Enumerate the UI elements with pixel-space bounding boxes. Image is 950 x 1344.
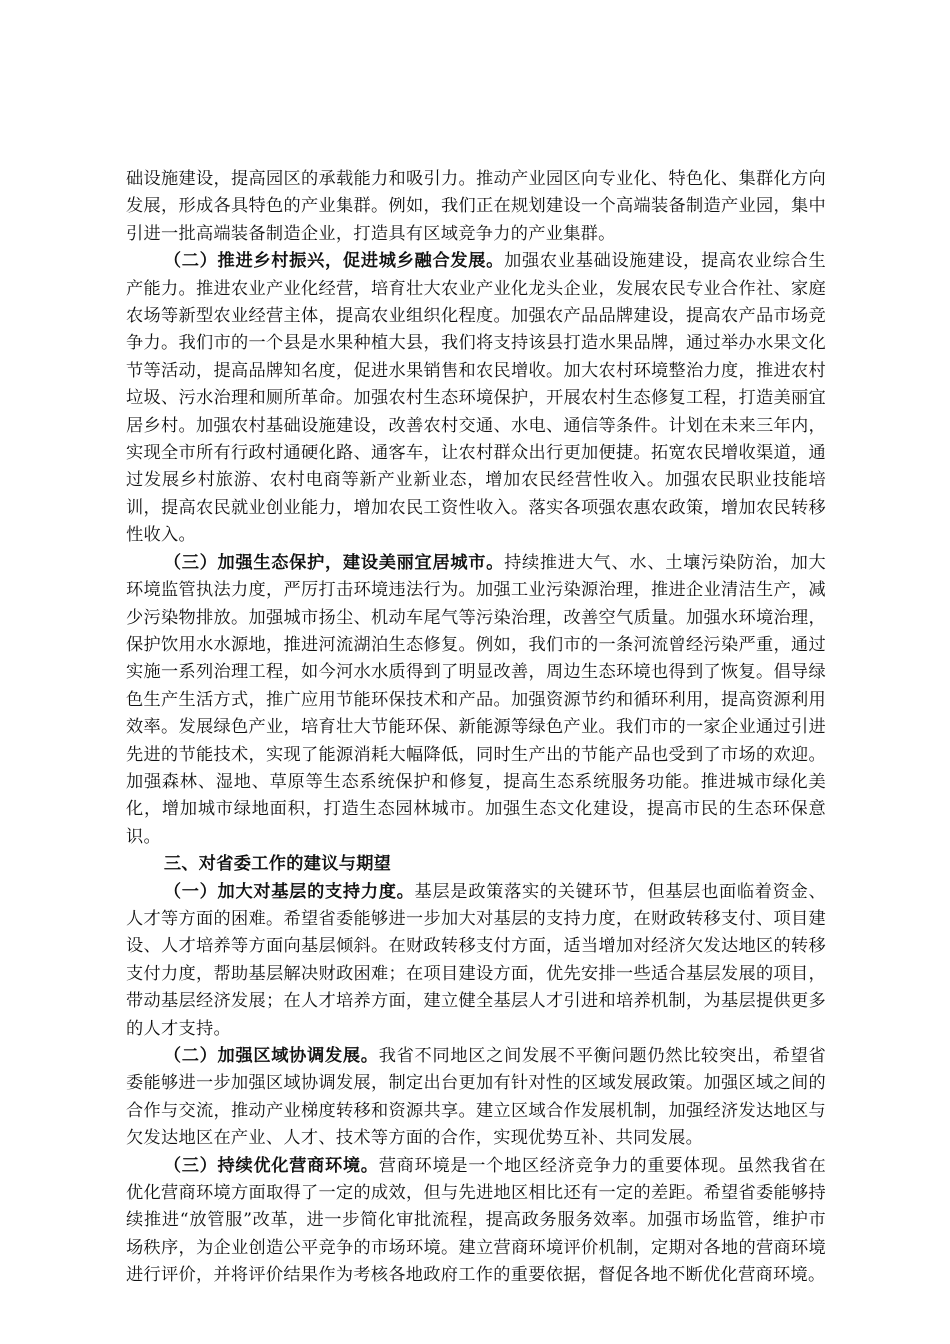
paragraph-text: 加强农业基础设施建设，提高农业综合生产能力。推进农业产业化经营，培育壮大农业产业化龙头企业，发展农民专业合作社、家庭农场等新型农业经营主体，提高农业组织化程度。加强农产品品牌建设，提高农产品市场竞争力。我们市的一个县是水果种植大县，我们将支持该县打造水果品牌，通过举办水果文化节等活动，提高品牌知名度，促进水果销售和农民增收。加大农村环境整治力度，推进农村垃圾、污水治理和厕所革命。加强农村生态环境保护，开展农村生态修复工程，打造美丽宜居乡村。加强农村基础设施建设，改善农村交通、水电、通信等条件。计划在未来三年内，实现全市所有行政村通硬化路、通客车，让农村群众出行更加便捷。拓宽农民增收渠道，通过发展乡村旅游、农村电商等新产业新业态，增加农民经营性收入。加强农民职业技能培训，提高农民就业创业能力，增加农民工资性收入。落实各项强农惠农政策，增加农民转移性收入。 [126,251,826,546]
paragraph-business-environment [126,1153,826,1290]
paragraph-lead: （二）加强区域协调发展。 [163,1046,379,1066]
paragraph-rural-revitalization [126,248,826,549]
paragraph-lead: （二）推进乡村振兴，促进城乡融合发展。 [163,251,505,272]
section-heading: 三、对省委工作的建议与期望 [163,854,392,875]
paragraph-lead: （三）持续优化营商环境。 [163,1155,379,1176]
paragraph-text: 我省不同地区之间发展不平衡问题仍然比较突出，希望省委能够进一步加强区域协调发展，制定出台更加有针对性的区域发展政策。加强区域之间的合作与交流，推动产业梯度转移和资源共享。建立区域合作发展机制，加强经济发达地区与欠发达地区在产业、人才、技术等方面的合作，实现优势互补、共同发展。 [126,1046,826,1149]
paragraph-regional-coordination [126,1043,826,1153]
paragraph-text: 基层是政策落实的关键环节，但基层也面临着资金、人才等方面的困难。希望省委能够进一步加大对基层的支持力度，在财政转移支付、项目建设、人才培养等方面向基层倾斜。在财政转移支付方面，适当增加对经济欠发达地区的转移支付力度，帮助基层解决财政困难；在项目建设方面，优先安排一些适合基层发展的项目，带动基层经济发展；在人才培养方面，建立健全基层人才引进和培养机制，为基层提供更多的人才支持。 [126,881,827,1039]
paragraph-lead: （三）加强生态保护，建设美丽宜居城市。 [163,552,505,573]
paragraph-text: 础设施建设，提高园区的承载能力和吸引力。推动产业园区向专业化、特色化、集群化方向发展，形成各具特色的产业集群。例如，我们正在规划建设一个高端装备制造产业园，集中引进一批高端装备制造企业，打造具有区域竞争力的产业集群。 [126,169,826,244]
document-body [126,166,826,1290]
paragraph-ecology [126,550,826,851]
paragraph-text: 营商环境是一个地区经济竞争力的重要体现。虽然我省在优化营商环境方面取得了一定的成效，但与先进地区相比还有一定的差距。希望省委能够持续推进“放管服”改革，进一步简化审批流程，提高政务服务效率。加强市场监管，维护市场秩序，为企业创造公平竞争的市场环境。建立营商环境评价机制，定期对各地的营商环境进行评价，并将评价结果作为考核各地政府工作的重要依据，督促各地不断优化营商环境。 [126,1155,826,1286]
paragraph-continuation [126,166,826,248]
paragraph-lead: （一）加大对基层的支持力度。 [163,881,415,902]
paragraph-grassroots-support [126,879,826,1043]
paragraph-text: 持续推进大气、水、土壤污染防治，加大环境监管执法力度，严厉打击环境违法行为。加强工业污染源治理，推进企业清洁生产，减少污染物排放。加强城市扬尘、机动车尾气等污染治理，改善空气质量。加强水环境治理，保护饮用水水源地，推进河流湖泊生态修复。例如，我们市的一条河流曾经污染严重，通过实施一系列治理工程，如今河水水质得到了明显改善，周边生态环境也得到了恢复。倡导绿色生产生活方式，推广应用节能环保技术和产品。加强资源节约和循环利用，提高资源利用效率。发展绿色产业，培育壮大节能环保、新能源等绿色产业。我们市的一家企业通过引进先进的节能技术，实现了能源消耗大幅降低，同时生产出的节能产品也受到了市场的欢迎。加强森林、湿地、草原等生态系统保护和修复，提高生态系统服务功能。推进城市绿化美化，增加城市绿地面积，打造生态园林城市。加强生态文化建设，提高市民的生态环保意识。 [126,552,826,847]
